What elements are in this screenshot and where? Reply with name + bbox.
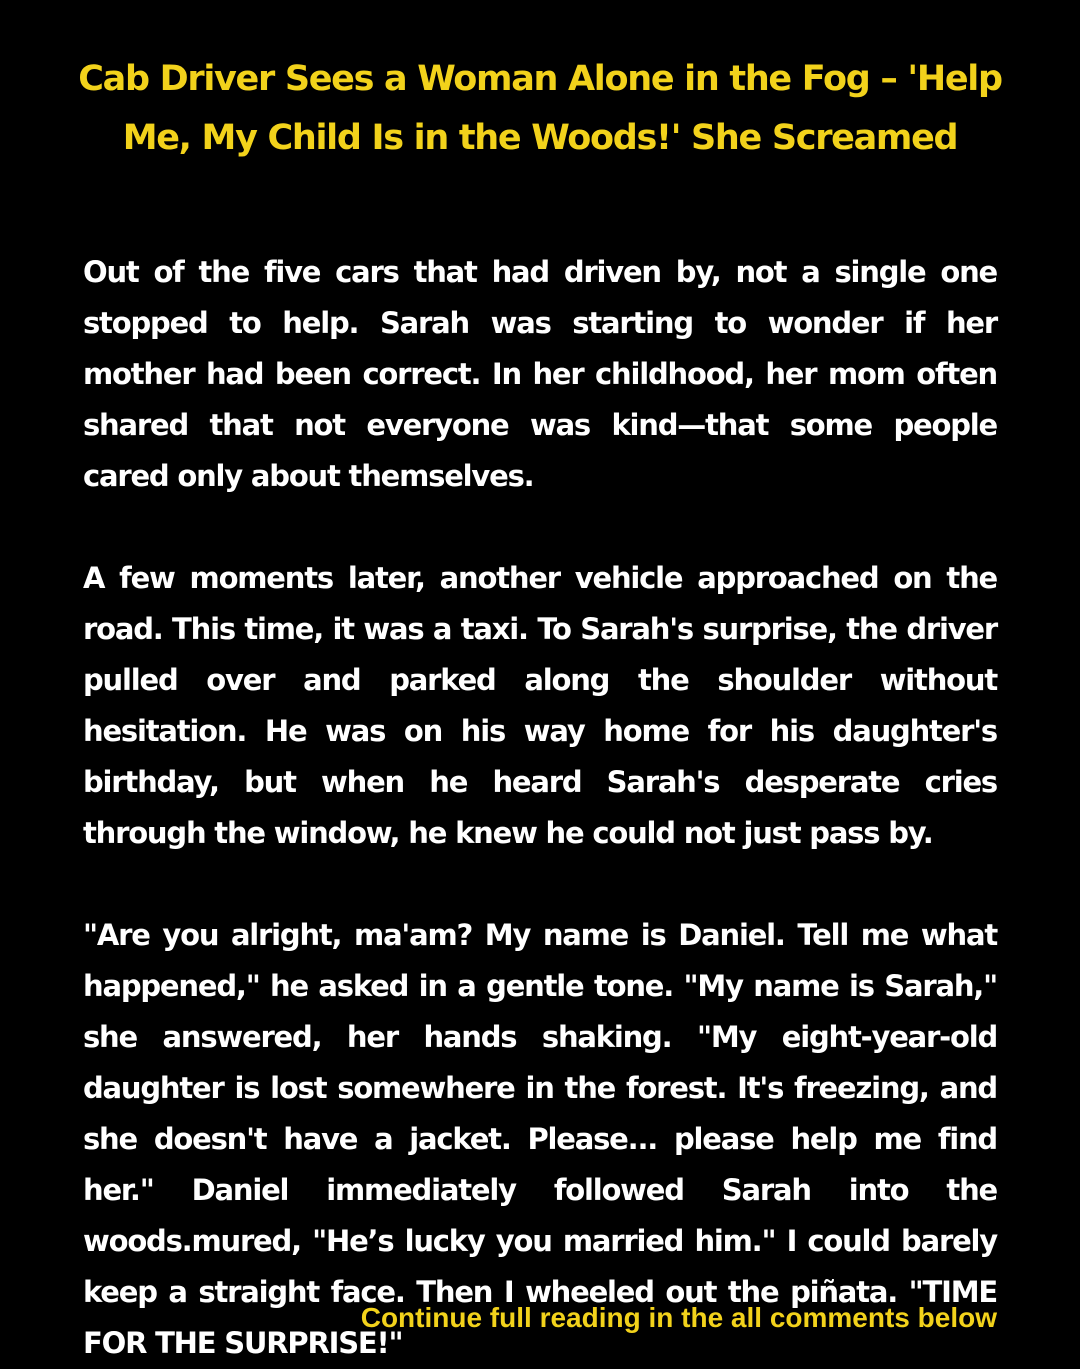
story-paragraph-3: "Are you alright, ma'am? My name is Daniel. Tell me what happened," he asked in a gentle tone. "My name is Sarah," she answered, her hands shaking. "My eight-year-old daughter is lost somewhere in the forest. It's freezing, and she doesn't have a jacket. Please... please help me find her." Daniel immediately followed Sarah into the woods.mured, "He’s lucky you married him." I could barely keep a straight face. Then I wheeled out the piñata. "TIME FOR THE SURPRISE!"	[83, 918, 997, 1360]
continue-reading-link[interactable]: Continue full reading in the all comments below	[360, 1302, 997, 1333]
story-paragraph-1: Out of the five cars that had driven by, not a single one stopped to help. Sarah was starting to wonder if her mother had been correct. In her childhood, her mom often shared that not everyone was kind—that some people cared only about themselves.	[83, 255, 997, 493]
post-title: Cab Driver Sees a Woman Alone in the Fog – 'Help Me, My Child Is in the Woods!' She Screamed	[78, 59, 1002, 158]
story-paragraph-2: A few moments later, another vehicle approached on the road. This time, it was a taxi. To Sarah's surprise, the driver pulled over and parked along the shoulder without hesitation. He was on his way home for his daughter's birthday, but when he heard Sarah's desperate cries through the window, he knew he could not just pass by.	[83, 561, 997, 850]
